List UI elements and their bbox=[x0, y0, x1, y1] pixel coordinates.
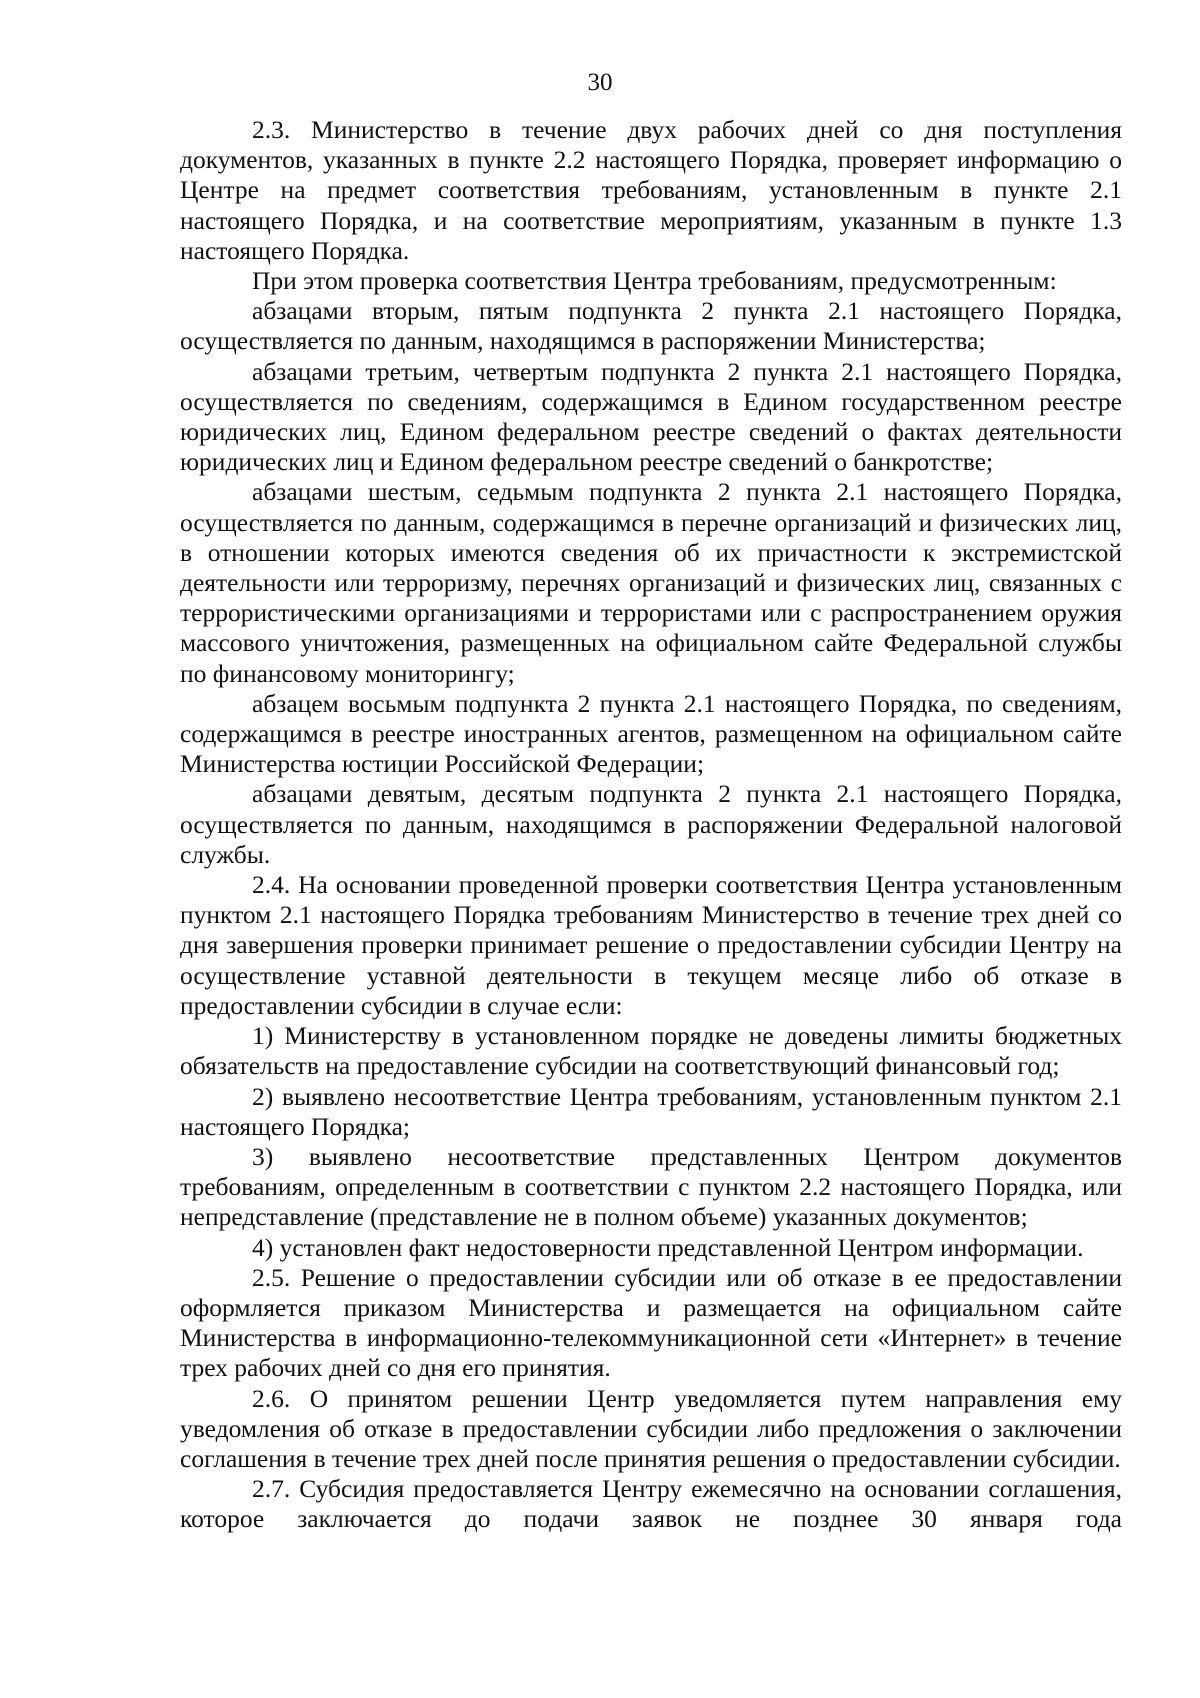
paragraph-verification-intro: При этом проверка соответствия Центра требованиям, предусмотренным: bbox=[252, 266, 1057, 296]
paragraph-check-extremism-list: абзацами шестым, седьмым подпункта 2 пункта 2.1 настоящего Порядка, осуществляется по данным, содержащимся в перечне организаций и физических лиц, в отношении которых имеются сведения об их причастности к экстремистской деятельности или терроризму, перечнях организаций и физических лиц, связанных с террористическими организациями и террористами или с распространением оружия массового уничтожения, размещенных на официальном сайте Федеральной службы по финансовому мониторингу; bbox=[180, 477, 1122, 688]
paragraph-2-7: 2.7. Субсидия предоставляется Центру ежемесячно на основании соглашения, которое заключается до подачи заявок не позднее 30 января года bbox=[180, 1474, 1122, 1534]
paragraph-2-5: 2.5. Решение о предоставлении субсидии или об отказе в ее предоставлении оформляется приказом Министерства и размещается на официальном сайте Министерства в информационно-телекоммуникационной сети «Интернет» в течение трех рабочих дней со дня его принятия. bbox=[180, 1262, 1122, 1383]
paragraph-2-6: 2.6. О принятом решении Центр уведомляется путем направления ему уведомления об отказе в предоставлении субсидии либо предложения о заключении соглашения в течение трех дней после принятия решения о предоставлении субсидии. bbox=[180, 1383, 1122, 1473]
paragraph-check-tax-service: абзацами девятым, десятым подпункта 2 пункта 2.1 настоящего Порядка, осуществляется по данным, находящимся в распоряжении Федеральной налоговой службы. bbox=[180, 779, 1122, 869]
paragraph-2-3: 2.3. Министерство в течение двух рабочих дней со дня поступления документов, указанных в пункте 2.2 настоящего Порядка, проверяет информацию о Центре на предмет соответствия требованиям, установленным в пункте 2.1 настоящего Порядка, и на соответствие мероприятиям, указанным в пункте 1.3 настоящего Порядка. bbox=[180, 115, 1122, 265]
paragraph-check-ministry-data: абзацами вторым, пятым подпункта 2 пункта 2.1 настоящего Порядка, осуществляется по данным, находящимся в распоряжении Министерства; bbox=[180, 296, 1122, 356]
document-body bbox=[180, 115, 1122, 1535]
paragraph-check-egrul: абзацами третьим, четвертым подпункта 2 пункта 2.1 настоящего Порядка, осуществляется по сведениям, содержащимся в Едином государственном реестре юридических лиц, Едином федеральном реестре сведений о фактах деятельности юридических лиц и Едином федеральном реестре сведений о банкротстве; bbox=[180, 356, 1122, 477]
list-item-3: 3) выявлено несоответствие представленных Центром документов требованиям, определенным в соответствии с пунктом 2.2 настоящего Порядка, или непредставление (представление не в полном объеме) указанных документов; bbox=[180, 1141, 1122, 1232]
list-item-2: 2) выявлено несоответствие Центра требованиям, установленным пунктом 2.1 настоящего Порядка; bbox=[180, 1081, 1122, 1141]
list-item-1: 1) Министерству в установленном порядке не доведены лимиты бюджетных обязательств на предоставление субсидии на соответствующий финансовый год; bbox=[180, 1021, 1122, 1081]
paragraph-check-foreign-agents: абзацем восьмым подпункта 2 пункта 2.1 настоящего Порядка, по сведениям, содержащимся в реестре иностранных агентов, размещенном на официальном сайте Министерства юстиции Российской Федерации; bbox=[180, 688, 1122, 779]
page-number: 30 bbox=[587, 69, 613, 96]
list-item-4: 4) установлен факт недостоверности представленной Центром информации. bbox=[252, 1232, 1084, 1262]
paragraph-2-4: 2.4. На основании проведенной проверки соответствия Центра установленным пунктом 2.1 настоящего Порядка требованиям Министерство в течение трех дней со дня завершения проверки принимает решение о предоставлении субсидии Центру на осуществление уставной деятельности в текущем месяце либо об отказе в предоставлении субсидии в случае если: bbox=[180, 870, 1122, 1020]
